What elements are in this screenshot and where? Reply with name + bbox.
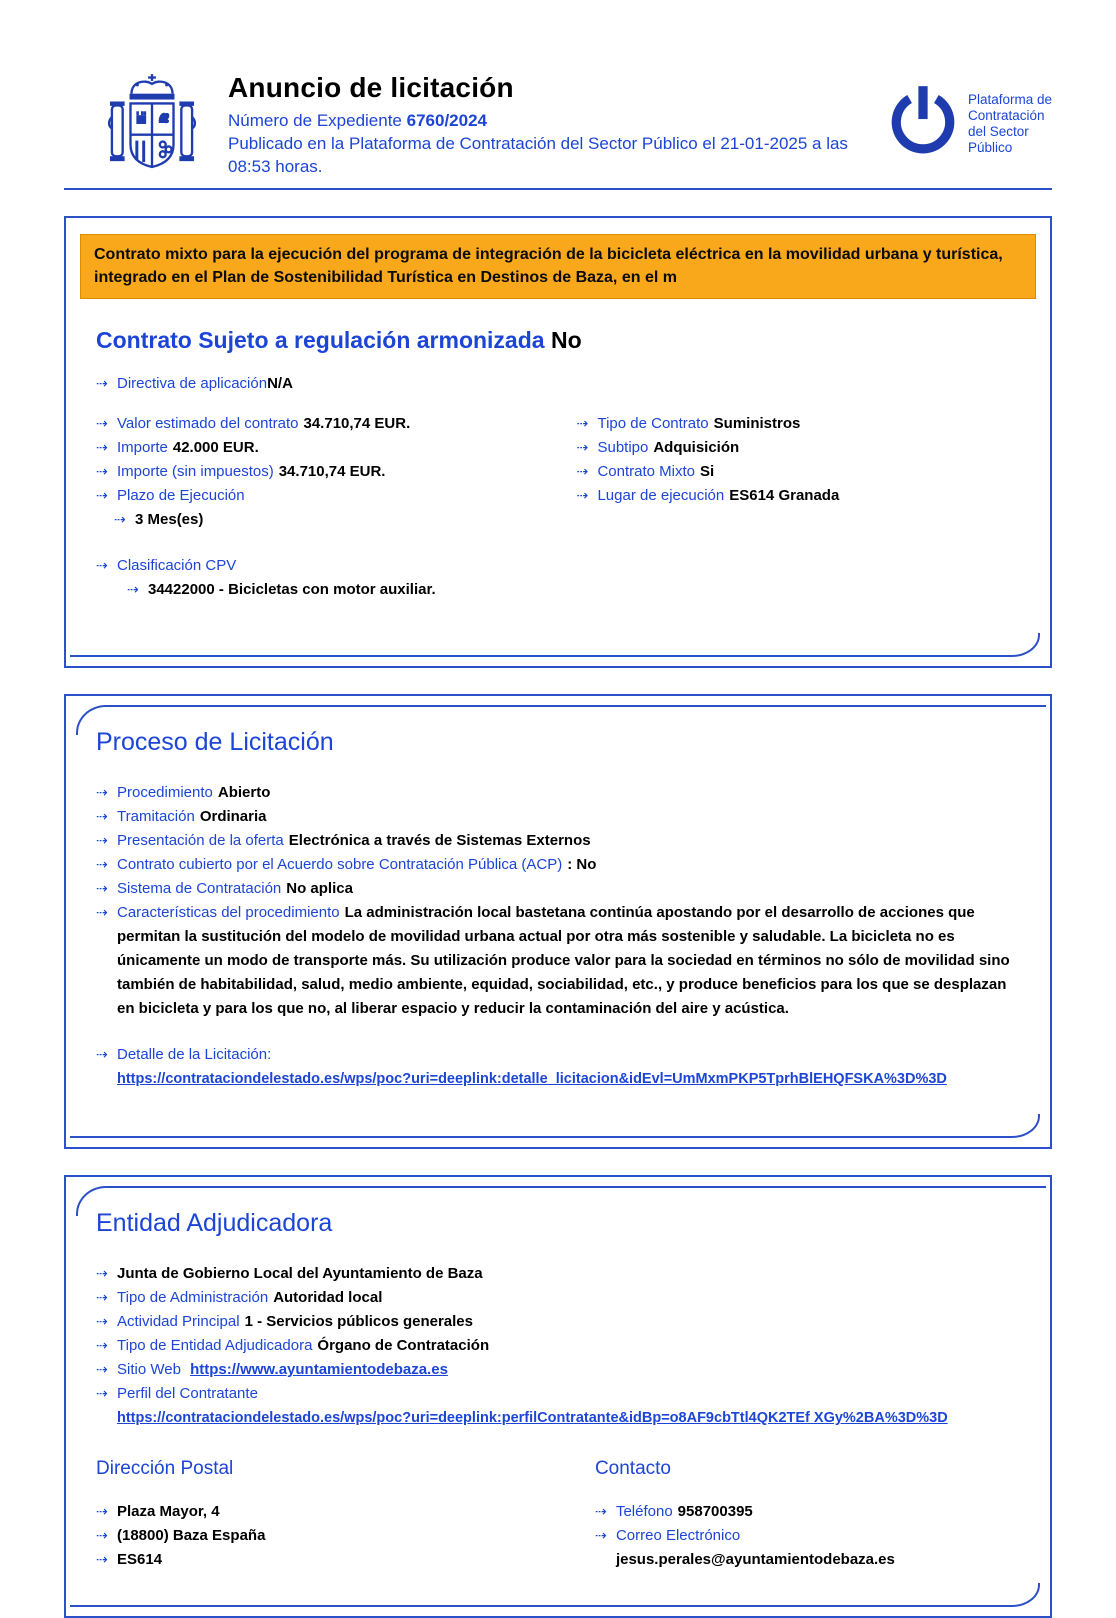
field-label: Lugar de ejecución	[597, 487, 725, 504]
field-value: Electrónica a través de Sistemas Externos	[288, 832, 591, 849]
field-sitio-web	[96, 1358, 1020, 1382]
section-entidad-adjudicadora	[64, 1175, 1052, 1618]
contract-column-left	[96, 412, 576, 532]
dashed-arrow-icon: ⇢	[96, 376, 108, 392]
field-plazo-ejecucion	[96, 484, 576, 508]
field-label: Contrato cubierto por el Acuerdo sobre Contratación Pública (ACP)	[117, 856, 563, 873]
field-direccion-ciudad	[96, 1524, 595, 1548]
field-label: Plazo de Ejecución	[117, 487, 245, 504]
field-label: Directiva de aplicación	[117, 375, 268, 392]
entity-name: Junta de Gobierno Local del Ayuntamiento de Baza	[117, 1265, 483, 1282]
field-cpv	[96, 554, 1020, 578]
field-label: Valor estimado del contrato	[117, 415, 299, 432]
field-value: Plaza Mayor, 4	[117, 1503, 220, 1520]
field-caracteristicas	[96, 901, 1020, 1021]
field-importe-sin-impuestos	[96, 460, 576, 484]
field-value: (18800) Baza España	[117, 1527, 266, 1544]
section-contrato	[64, 216, 1052, 668]
field-label: Tipo de Entidad Adjudicadora	[117, 1337, 313, 1354]
direccion-postal-column	[96, 1430, 595, 1572]
section-proceso-licitacion	[64, 694, 1052, 1149]
field-value: Ordinaria	[199, 808, 267, 825]
dashed-arrow-icon: ⇢	[114, 512, 126, 528]
contract-column-right	[576, 412, 1020, 532]
contacto-column	[595, 1430, 1020, 1572]
field-value: ES614 Granada	[729, 487, 840, 504]
dashed-arrow-icon: ⇢	[96, 464, 108, 480]
field-value: La administración local bastetana continúa apostando por el desarrollo de acciones que permitan la sustitución del modelo de movilidad urbana actual por otra más sostenible y saludable. La bicicleta no es únicamente un modo de transporte más. Su utilización produce valor para la sociedad en términos no sólo de movilidad sino también de habitabilidad, salud, medio ambiente, equidad, sociabilidad, etc., y produce beneficios para los que se desplazan en bicicleta y para los que no, al liberar espacio y reducir la contaminación del aire y acústica.	[117, 904, 1010, 1017]
dashed-arrow-icon: ⇢	[576, 464, 589, 480]
detalle-licitacion-link[interactable]: https://contrataciondelestado.es/wps/poc?uri=deeplink:detalle_licitacion&idEvl=UmMxmPKP5TprhBlEHQFSKA%3D%3D	[117, 1071, 947, 1087]
field-actividad-principal	[96, 1310, 1020, 1334]
field-value: Suministros	[713, 415, 801, 432]
header-divider	[64, 188, 1052, 190]
detalle-licitacion-url-row	[117, 1067, 1020, 1091]
corner-flourish-bottom	[70, 633, 1040, 657]
field-tipo-entidad	[96, 1334, 1020, 1358]
field-perfil-contratante	[96, 1382, 1020, 1406]
field-presentacion-oferta	[96, 829, 1020, 853]
field-valor-estimado	[96, 412, 576, 436]
power-button-icon	[886, 80, 960, 154]
field-label: Importe (sin impuestos)	[117, 463, 274, 480]
field-entidad-nombre	[96, 1262, 1020, 1286]
field-value: Autoridad local	[273, 1289, 383, 1306]
document-header	[64, 72, 1052, 178]
field-telefono	[595, 1500, 1020, 1524]
entidad-columns	[96, 1430, 1020, 1572]
field-value: 958700395	[677, 1503, 753, 1520]
dashed-arrow-icon: ⇢	[96, 1047, 108, 1063]
contract-columns	[96, 412, 1020, 532]
dashed-arrow-icon: ⇢	[576, 416, 589, 432]
dashed-arrow-icon: ⇢	[96, 1552, 108, 1568]
dashed-arrow-icon: ⇢	[96, 833, 108, 849]
field-label: Importe	[117, 439, 168, 456]
dashed-arrow-icon: ⇢	[594, 1504, 607, 1520]
platform-logo	[886, 72, 1052, 156]
perfil-contratante-link[interactable]: https://contrataciondelestado.es/wps/poc?uri=deeplink:perfilContratante&idBp=o8AF9cbTtl4QK2TEf XGy%2BA%3D%3D	[117, 1410, 948, 1426]
field-value: ES614	[117, 1551, 163, 1568]
field-label: Actividad Principal	[117, 1313, 240, 1330]
field-importe	[96, 436, 576, 460]
field-cpv-valor	[127, 578, 1020, 602]
platform-text-line: Plataforma de	[967, 92, 1052, 107]
field-label: Perfil del Contratante	[117, 1385, 258, 1402]
field-plazo-valor	[114, 508, 576, 532]
field-label: Subtipo	[597, 439, 649, 456]
field-tipo-administracion	[96, 1286, 1020, 1310]
dashed-arrow-icon: ⇢	[96, 1266, 108, 1282]
field-label: Procedimiento	[117, 784, 213, 801]
heading-regulacion-armonizada	[96, 327, 1020, 354]
spacer	[96, 1091, 1020, 1117]
field-procedimiento	[96, 781, 1020, 805]
field-detalle-licitacion	[96, 1043, 1020, 1067]
heading-label: Contrato Sujeto a regulación armonizada	[96, 327, 545, 353]
field-label: Contrato Mixto	[597, 463, 696, 480]
published-line: Publicado en la Plataforma de Contratación del Sector Público el 21-01-2025 a las 08:53 horas.	[228, 134, 848, 176]
dashed-arrow-icon: ⇢	[96, 857, 108, 873]
field-value: No aplica	[286, 880, 353, 897]
platform-text-line: Contratación	[967, 108, 1045, 123]
field-label: Detalle de la Licitación:	[117, 1046, 272, 1063]
field-label: Sitio Web	[117, 1361, 181, 1378]
field-acp	[96, 853, 1020, 877]
dashed-arrow-icon: ⇢	[576, 440, 589, 456]
heading-value: No	[550, 327, 582, 353]
section-title: Proceso de Licitación	[96, 728, 334, 756]
dashed-arrow-icon: ⇢	[96, 881, 108, 897]
dashed-arrow-icon: ⇢	[96, 416, 108, 432]
direccion-postal-title: Dirección Postal	[96, 1458, 234, 1479]
field-label: Correo Electrónico	[615, 1527, 741, 1544]
sitio-web-link[interactable]: https://www.ayuntamientodebaza.es	[190, 1361, 448, 1378]
header-title-block	[228, 72, 883, 178]
field-tramitacion	[96, 805, 1020, 829]
dashed-arrow-icon: ⇢	[96, 488, 108, 504]
field-label: Sistema de Contratación	[117, 880, 282, 897]
field-value: 34422000 - Bicicletas con motor auxiliar.	[148, 581, 436, 598]
field-subtipo	[576, 436, 1020, 460]
contract-title-banner: Contrato mixto para la ejecución del programa de integración de la bicicleta eléctrica en la movilidad urbana y turística, integrado en el Plan de Sostenibilidad Turística en Destinos de Baza, en el m	[80, 234, 1036, 299]
dashed-arrow-icon: ⇢	[96, 1290, 108, 1306]
field-label: Presentación de la oferta	[117, 832, 284, 849]
dashed-arrow-icon: ⇢	[96, 440, 108, 456]
dashed-arrow-icon: ⇢	[576, 488, 589, 504]
page-title: Anuncio de licitación	[228, 72, 514, 103]
dashed-arrow-icon: ⇢	[96, 1362, 108, 1378]
field-value: 1 - Servicios públicos generales	[244, 1313, 473, 1330]
field-value: Abierto	[217, 784, 271, 801]
field-value: N/A	[267, 375, 293, 392]
spacer	[96, 602, 1020, 636]
field-value: 34.710,74 EUR.	[278, 463, 386, 480]
dashed-arrow-icon: ⇢	[96, 905, 108, 921]
platform-logo-text	[968, 80, 1052, 156]
field-value: Si	[700, 463, 715, 480]
field-label: Tipo de Contrato	[597, 415, 709, 432]
field-label: Teléfono	[615, 1503, 673, 1520]
field-direccion-calle	[96, 1500, 595, 1524]
dashed-arrow-icon: ⇢	[96, 1314, 108, 1330]
correo-electronico-value: jesus.perales@ayuntamientodebaza.es	[615, 1551, 895, 1568]
field-contrato-mixto	[576, 460, 1020, 484]
field-value: : No	[567, 856, 597, 873]
field-value: 3 Mes(es)	[135, 511, 204, 528]
field-tipo-contrato	[576, 412, 1020, 436]
field-value: 34.710,74 EUR.	[303, 415, 411, 432]
contacto-title: Contacto	[594, 1458, 671, 1479]
field-label: Tipo de Administración	[117, 1289, 269, 1306]
dashed-arrow-icon: ⇢	[96, 558, 108, 574]
field-sistema-contratacion	[96, 877, 1020, 901]
field-label: Características del procedimiento	[117, 904, 340, 921]
field-directiva	[96, 372, 1020, 396]
field-value: 42.000 EUR.	[172, 439, 259, 456]
field-label: Clasificación CPV	[117, 557, 237, 574]
field-value: Adquisición	[653, 439, 740, 456]
dashed-arrow-icon: ⇢	[96, 1528, 108, 1544]
dashed-arrow-icon: ⇢	[127, 582, 139, 598]
dashed-arrow-icon: ⇢	[96, 1386, 108, 1402]
expediente-line	[228, 109, 883, 132]
dashed-arrow-icon: ⇢	[594, 1528, 607, 1544]
expediente-label: Número de Expediente	[228, 111, 402, 130]
field-correo-electronico	[595, 1524, 1020, 1548]
platform-text-line: Público	[967, 140, 1013, 155]
spain-coat-of-arms-icon	[108, 72, 196, 174]
field-label: Tramitación	[117, 808, 195, 825]
dashed-arrow-icon: ⇢	[96, 1338, 108, 1354]
corner-flourish-bottom	[70, 1583, 1040, 1607]
field-direccion-nuts	[96, 1548, 595, 1572]
perfil-contratante-url-row	[117, 1406, 1020, 1430]
platform-text-line: del Sector	[967, 124, 1029, 139]
expediente-value: 6760/2024	[406, 111, 487, 130]
dashed-arrow-icon: ⇢	[96, 809, 108, 825]
field-value: Órgano de Contratación	[317, 1337, 490, 1354]
dashed-arrow-icon: ⇢	[96, 1504, 108, 1520]
corner-flourish-bottom	[70, 1114, 1040, 1138]
field-lugar-ejecucion	[576, 484, 1020, 508]
dashed-arrow-icon: ⇢	[96, 785, 108, 801]
section-title: Entidad Adjudicadora	[96, 1209, 333, 1237]
